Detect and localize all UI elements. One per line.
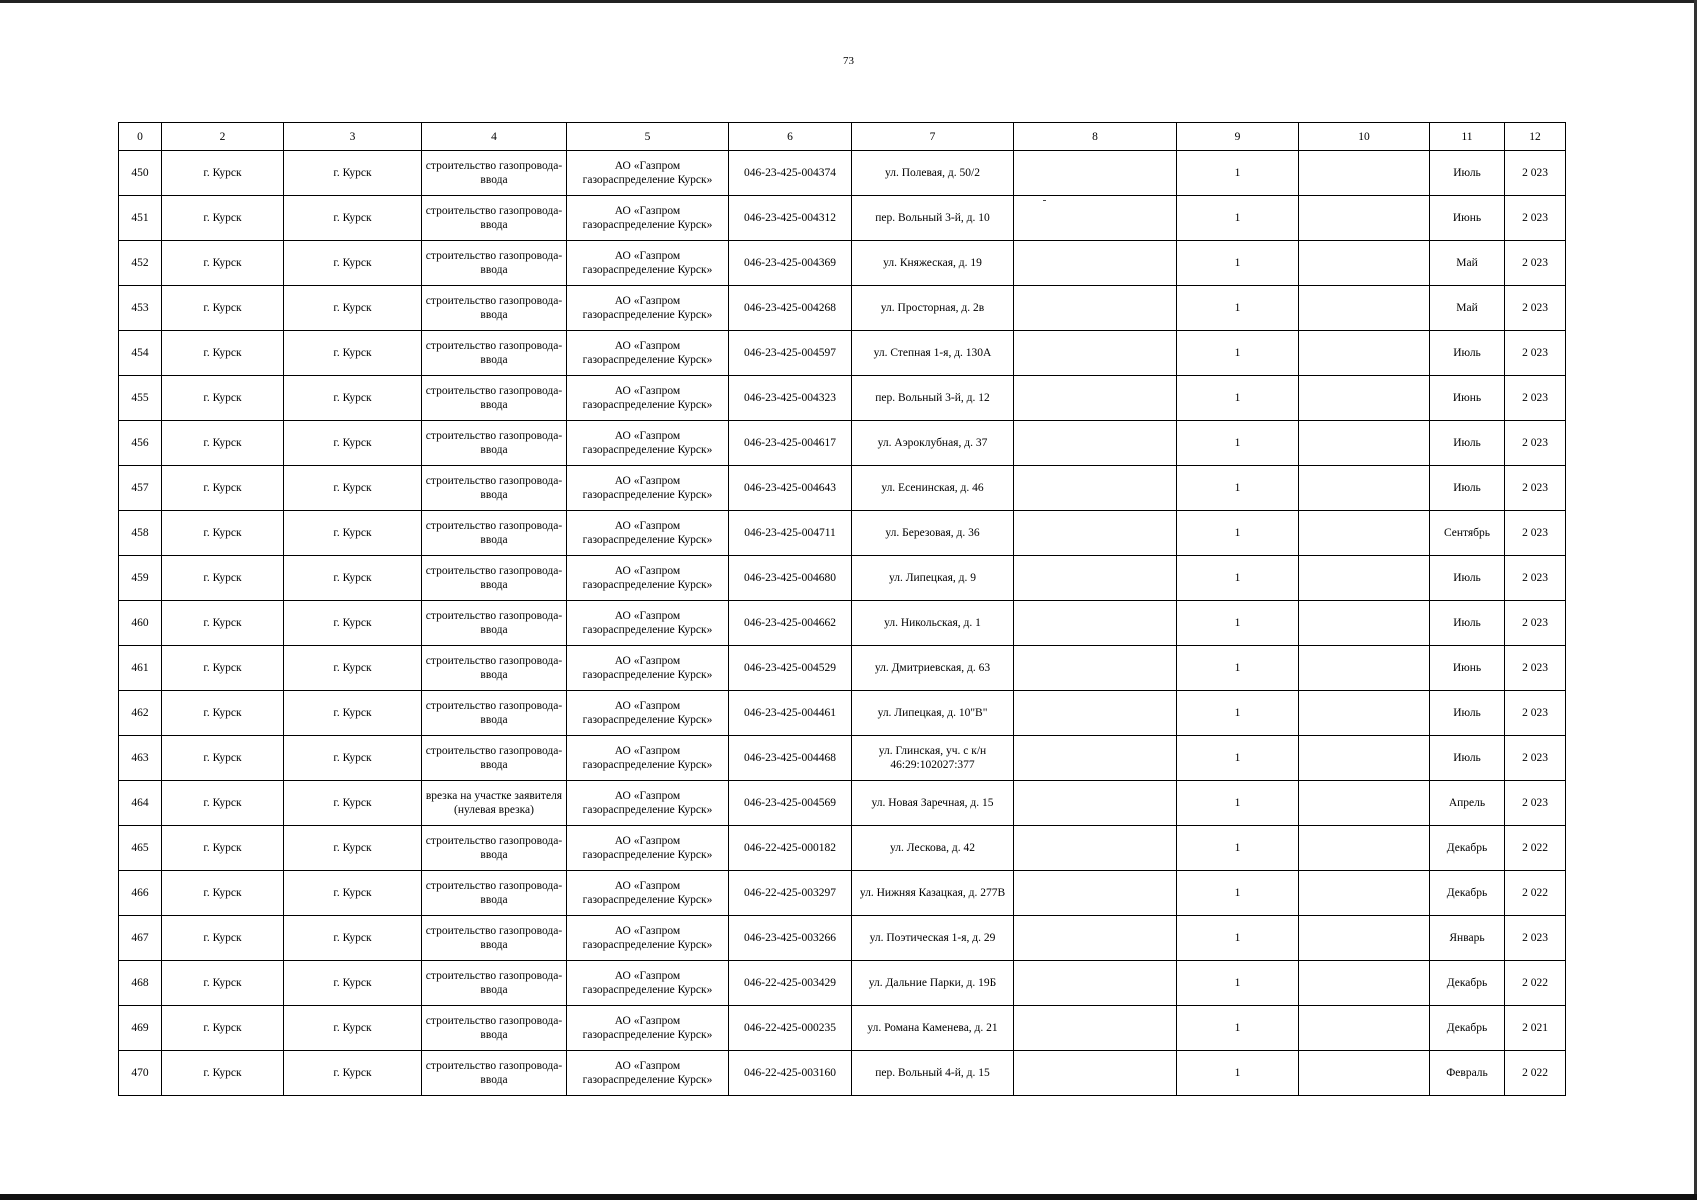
- row-number-cell: 462: [119, 691, 162, 736]
- month-cell: Июль: [1430, 331, 1505, 376]
- col-10-cell: [1299, 466, 1430, 511]
- work-type-cell: строительство газопровода-ввода: [422, 151, 567, 196]
- region-cell: г. Курск: [162, 511, 284, 556]
- year-cell: 2 023: [1505, 466, 1566, 511]
- year-cell: 2 023: [1505, 331, 1566, 376]
- month-cell: Июль: [1430, 421, 1505, 466]
- month-cell: Май: [1430, 241, 1505, 286]
- row-number-cell: 458: [119, 511, 162, 556]
- month-cell: Июль: [1430, 601, 1505, 646]
- address-cell: ул. Лескова, д. 42: [852, 826, 1014, 871]
- count-cell: 1: [1177, 646, 1299, 691]
- work-type-cell: строительство газопровода-ввода: [422, 916, 567, 961]
- data-table: [118, 122, 1566, 1096]
- registration-number-cell: 046-23-425-004369: [729, 241, 852, 286]
- count-cell: 1: [1177, 421, 1299, 466]
- registration-number-cell: 046-22-425-003160: [729, 1051, 852, 1096]
- locality-cell: г. Курск: [284, 1006, 422, 1051]
- address-cell: ул. Липецкая, д. 9: [852, 556, 1014, 601]
- registration-number-cell: 046-23-425-004374: [729, 151, 852, 196]
- column-header: 8: [1014, 123, 1177, 151]
- address-cell: пер. Вольный 4-й, д. 15: [852, 1051, 1014, 1096]
- organization-cell: АО «Газпром газораспределение Курск»: [567, 691, 729, 736]
- address-cell: ул. Полевая, д. 50/2: [852, 151, 1014, 196]
- month-cell: Декабрь: [1430, 871, 1505, 916]
- col-8-cell: [1014, 286, 1177, 331]
- col-8-cell: [1014, 151, 1177, 196]
- registration-number-cell: 046-22-425-000235: [729, 1006, 852, 1051]
- organization-cell: АО «Газпром газораспределение Курск»: [567, 826, 729, 871]
- year-cell: 2 022: [1505, 826, 1566, 871]
- col-8-cell: [1014, 241, 1177, 286]
- col-10-cell: [1299, 916, 1430, 961]
- count-cell: 1: [1177, 466, 1299, 511]
- col-10-cell: [1299, 601, 1430, 646]
- organization-cell: АО «Газпром газораспределение Курск»: [567, 511, 729, 556]
- count-cell: 1: [1177, 376, 1299, 421]
- row-number-cell: 470: [119, 1051, 162, 1096]
- locality-cell: г. Курск: [284, 736, 422, 781]
- region-cell: г. Курск: [162, 646, 284, 691]
- address-cell: ул. Есенинская, д. 46: [852, 466, 1014, 511]
- locality-cell: г. Курск: [284, 961, 422, 1006]
- table-row: [119, 286, 1566, 331]
- locality-cell: г. Курск: [284, 241, 422, 286]
- row-number-cell: 453: [119, 286, 162, 331]
- registration-number-cell: 046-23-425-004643: [729, 466, 852, 511]
- region-cell: г. Курск: [162, 961, 284, 1006]
- year-cell: 2 023: [1505, 376, 1566, 421]
- row-number-cell: 468: [119, 961, 162, 1006]
- organization-cell: АО «Газпром газораспределение Курск»: [567, 556, 729, 601]
- col-10-cell: [1299, 961, 1430, 1006]
- locality-cell: г. Курск: [284, 376, 422, 421]
- col-10-cell: [1299, 151, 1430, 196]
- month-cell: Май: [1430, 286, 1505, 331]
- month-cell: Сентябрь: [1430, 511, 1505, 556]
- table-row: [119, 1006, 1566, 1051]
- region-cell: г. Курск: [162, 421, 284, 466]
- column-header: 0: [119, 123, 162, 151]
- col-10-cell: [1299, 736, 1430, 781]
- address-cell: ул. Березовая, д. 36: [852, 511, 1014, 556]
- col-10-cell: [1299, 1006, 1430, 1051]
- count-cell: 1: [1177, 601, 1299, 646]
- region-cell: г. Курск: [162, 286, 284, 331]
- month-cell: Январь: [1430, 916, 1505, 961]
- registration-number-cell: 046-23-425-004468: [729, 736, 852, 781]
- region-cell: г. Курск: [162, 196, 284, 241]
- col-10-cell: [1299, 1051, 1430, 1096]
- count-cell: 1: [1177, 691, 1299, 736]
- row-number-cell: 466: [119, 871, 162, 916]
- count-cell: 1: [1177, 151, 1299, 196]
- month-cell: Декабрь: [1430, 826, 1505, 871]
- registration-number-cell: 046-22-425-003429: [729, 961, 852, 1006]
- region-cell: г. Курск: [162, 691, 284, 736]
- organization-cell: АО «Газпром газораспределение Курск»: [567, 601, 729, 646]
- work-type-cell: строительство газопровода-ввода: [422, 961, 567, 1006]
- count-cell: 1: [1177, 556, 1299, 601]
- work-type-cell: строительство газопровода-ввода: [422, 601, 567, 646]
- table-row: [119, 646, 1566, 691]
- work-type-cell: строительство газопровода-ввода: [422, 376, 567, 421]
- month-cell: Июль: [1430, 466, 1505, 511]
- month-cell: Декабрь: [1430, 961, 1505, 1006]
- locality-cell: г. Курск: [284, 826, 422, 871]
- count-cell: 1: [1177, 826, 1299, 871]
- address-cell: пер. Вольный 3-й, д. 12: [852, 376, 1014, 421]
- col-8-cell: [1014, 916, 1177, 961]
- organization-cell: АО «Газпром газораспределение Курск»: [567, 151, 729, 196]
- region-cell: г. Курск: [162, 556, 284, 601]
- table-row: [119, 1051, 1566, 1096]
- organization-cell: АО «Газпром газораспределение Курск»: [567, 331, 729, 376]
- year-cell: 2 022: [1505, 1051, 1566, 1096]
- organization-cell: АО «Газпром газораспределение Курск»: [567, 421, 729, 466]
- col-10-cell: [1299, 241, 1430, 286]
- col-8-cell: [1014, 556, 1177, 601]
- count-cell: 1: [1177, 781, 1299, 826]
- year-cell: 2 023: [1505, 736, 1566, 781]
- organization-cell: АО «Газпром газораспределение Курск»: [567, 376, 729, 421]
- work-type-cell: строительство газопровода-ввода: [422, 646, 567, 691]
- year-cell: 2 023: [1505, 286, 1566, 331]
- year-cell: 2 023: [1505, 556, 1566, 601]
- month-cell: Февраль: [1430, 1051, 1505, 1096]
- locality-cell: г. Курск: [284, 691, 422, 736]
- page-number: 73: [843, 55, 854, 67]
- column-header: 4: [422, 123, 567, 151]
- col-8-cell: [1014, 466, 1177, 511]
- col-10-cell: [1299, 826, 1430, 871]
- locality-cell: г. Курск: [284, 601, 422, 646]
- address-cell: ул. Романа Каменева, д. 21: [852, 1006, 1014, 1051]
- scan-edge-bottom: [0, 1194, 1697, 1200]
- year-cell: 2 021: [1505, 1006, 1566, 1051]
- registration-number-cell: 046-22-425-003297: [729, 871, 852, 916]
- table-row: [119, 466, 1566, 511]
- address-cell: ул. Степная 1-я, д. 130А: [852, 331, 1014, 376]
- col-10-cell: [1299, 331, 1430, 376]
- column-header: 7: [852, 123, 1014, 151]
- registration-number-cell: 046-23-425-004597: [729, 331, 852, 376]
- registration-number-cell: 046-23-425-004662: [729, 601, 852, 646]
- year-cell: 2 023: [1505, 601, 1566, 646]
- col-8-cell: [1014, 421, 1177, 466]
- organization-cell: АО «Газпром газораспределение Курск»: [567, 961, 729, 1006]
- table-row: [119, 331, 1566, 376]
- registration-number-cell: 046-23-425-004312: [729, 196, 852, 241]
- work-type-cell: строительство газопровода-ввода: [422, 421, 567, 466]
- count-cell: 1: [1177, 331, 1299, 376]
- region-cell: г. Курск: [162, 1006, 284, 1051]
- table-row: [119, 826, 1566, 871]
- table-row: [119, 691, 1566, 736]
- month-cell: Июнь: [1430, 646, 1505, 691]
- organization-cell: АО «Газпром газораспределение Курск»: [567, 1006, 729, 1051]
- col-10-cell: [1299, 196, 1430, 241]
- region-cell: г. Курск: [162, 376, 284, 421]
- column-header: 3: [284, 123, 422, 151]
- work-type-cell: врезка на участке заявителя (нулевая врезка): [422, 781, 567, 826]
- table-row: [119, 511, 1566, 556]
- address-cell: ул. Дальние Парки, д. 19Б: [852, 961, 1014, 1006]
- table-row: [119, 556, 1566, 601]
- row-number-cell: 465: [119, 826, 162, 871]
- table-row: [119, 601, 1566, 646]
- table-row: [119, 916, 1566, 961]
- address-cell: ул. Княжеская, д. 19: [852, 241, 1014, 286]
- organization-cell: АО «Газпром газораспределение Курск»: [567, 286, 729, 331]
- registration-number-cell: 046-22-425-000182: [729, 826, 852, 871]
- year-cell: 2 023: [1505, 691, 1566, 736]
- region-cell: г. Курск: [162, 466, 284, 511]
- work-type-cell: строительство газопровода-ввода: [422, 286, 567, 331]
- year-cell: 2 023: [1505, 511, 1566, 556]
- count-cell: 1: [1177, 1051, 1299, 1096]
- work-type-cell: строительство газопровода-ввода: [422, 871, 567, 916]
- organization-cell: АО «Газпром газораспределение Курск»: [567, 241, 729, 286]
- col-10-cell: [1299, 286, 1430, 331]
- row-number-cell: 467: [119, 916, 162, 961]
- work-type-cell: строительство газопровода-ввода: [422, 196, 567, 241]
- address-cell: ул. Никольская, д. 1: [852, 601, 1014, 646]
- locality-cell: г. Курск: [284, 286, 422, 331]
- row-number-cell: 461: [119, 646, 162, 691]
- registration-number-cell: 046-23-425-004680: [729, 556, 852, 601]
- count-cell: 1: [1177, 961, 1299, 1006]
- registration-number-cell: 046-23-425-004323: [729, 376, 852, 421]
- registration-number-cell: 046-23-425-004529: [729, 646, 852, 691]
- address-cell: ул. Липецкая, д. 10"В": [852, 691, 1014, 736]
- table-row: [119, 196, 1566, 241]
- locality-cell: г. Курск: [284, 511, 422, 556]
- address-cell: ул. Поэтическая 1-я, д. 29: [852, 916, 1014, 961]
- organization-cell: АО «Газпром газораспределение Курск»: [567, 1051, 729, 1096]
- organization-cell: АО «Газпром газораспределение Курск»: [567, 466, 729, 511]
- row-number-cell: 456: [119, 421, 162, 466]
- col-10-cell: [1299, 376, 1430, 421]
- col-8-cell: [1014, 1051, 1177, 1096]
- locality-cell: г. Курск: [284, 151, 422, 196]
- row-number-cell: 455: [119, 376, 162, 421]
- table-row: [119, 421, 1566, 466]
- col-10-cell: [1299, 556, 1430, 601]
- table-row: [119, 781, 1566, 826]
- locality-cell: г. Курск: [284, 331, 422, 376]
- organization-cell: АО «Газпром газораспределение Курск»: [567, 736, 729, 781]
- col-10-cell: [1299, 781, 1430, 826]
- column-header: 6: [729, 123, 852, 151]
- month-cell: Июль: [1430, 691, 1505, 736]
- column-header: 2: [162, 123, 284, 151]
- year-cell: 2 023: [1505, 196, 1566, 241]
- count-cell: 1: [1177, 871, 1299, 916]
- col-10-cell: [1299, 646, 1430, 691]
- locality-cell: г. Курск: [284, 1051, 422, 1096]
- region-cell: г. Курск: [162, 1051, 284, 1096]
- year-cell: 2 023: [1505, 151, 1566, 196]
- column-header: 12: [1505, 123, 1566, 151]
- col-8-cell: [1014, 196, 1177, 241]
- organization-cell: АО «Газпром газораспределение Курск»: [567, 916, 729, 961]
- region-cell: г. Курск: [162, 601, 284, 646]
- work-type-cell: строительство газопровода-ввода: [422, 1051, 567, 1096]
- year-cell: 2 023: [1505, 421, 1566, 466]
- registration-number-cell: 046-23-425-003266: [729, 916, 852, 961]
- row-number-cell: 452: [119, 241, 162, 286]
- row-number-cell: 469: [119, 1006, 162, 1051]
- address-cell: пер. Вольный 3-й, д. 10: [852, 196, 1014, 241]
- year-cell: 2 023: [1505, 781, 1566, 826]
- col-8-cell: [1014, 691, 1177, 736]
- count-cell: 1: [1177, 286, 1299, 331]
- col-8-cell: [1014, 826, 1177, 871]
- work-type-cell: строительство газопровода-ввода: [422, 331, 567, 376]
- table-row: [119, 151, 1566, 196]
- region-cell: г. Курск: [162, 916, 284, 961]
- work-type-cell: строительство газопровода-ввода: [422, 736, 567, 781]
- month-cell: Июль: [1430, 736, 1505, 781]
- work-type-cell: строительство газопровода-ввода: [422, 826, 567, 871]
- work-type-cell: строительство газопровода-ввода: [422, 511, 567, 556]
- col-8-cell: [1014, 331, 1177, 376]
- year-cell: 2 022: [1505, 871, 1566, 916]
- year-cell: 2 022: [1505, 961, 1566, 1006]
- locality-cell: г. Курск: [284, 646, 422, 691]
- column-header: 9: [1177, 123, 1299, 151]
- year-cell: 2 023: [1505, 241, 1566, 286]
- address-cell: ул. Нижняя Казацкая, д. 277В: [852, 871, 1014, 916]
- row-number-cell: 460: [119, 601, 162, 646]
- column-header: 11: [1430, 123, 1505, 151]
- year-cell: 2 023: [1505, 916, 1566, 961]
- col-8-cell: [1014, 376, 1177, 421]
- col-8-cell: [1014, 736, 1177, 781]
- work-type-cell: строительство газопровода-ввода: [422, 691, 567, 736]
- col-8-cell: [1014, 961, 1177, 1006]
- count-cell: 1: [1177, 1006, 1299, 1051]
- col-8-cell: [1014, 601, 1177, 646]
- table-row: [119, 376, 1566, 421]
- table-row: [119, 871, 1566, 916]
- row-number-cell: 459: [119, 556, 162, 601]
- locality-cell: г. Курск: [284, 466, 422, 511]
- col-10-cell: [1299, 421, 1430, 466]
- locality-cell: г. Курск: [284, 916, 422, 961]
- col-10-cell: [1299, 691, 1430, 736]
- month-cell: Апрель: [1430, 781, 1505, 826]
- count-cell: 1: [1177, 511, 1299, 556]
- table-body: [119, 151, 1566, 1096]
- organization-cell: АО «Газпром газораспределение Курск»: [567, 871, 729, 916]
- col-10-cell: [1299, 871, 1430, 916]
- row-number-cell: 463: [119, 736, 162, 781]
- row-number-cell: 457: [119, 466, 162, 511]
- locality-cell: г. Курск: [284, 196, 422, 241]
- month-cell: Июль: [1430, 556, 1505, 601]
- table-row: [119, 961, 1566, 1006]
- col-10-cell: [1299, 511, 1430, 556]
- column-header: 5: [567, 123, 729, 151]
- registration-number-cell: 046-23-425-004617: [729, 421, 852, 466]
- locality-cell: г. Курск: [284, 871, 422, 916]
- scan-edge-top: [0, 0, 1697, 3]
- row-number-cell: 450: [119, 151, 162, 196]
- locality-cell: г. Курск: [284, 556, 422, 601]
- region-cell: г. Курск: [162, 781, 284, 826]
- registration-number-cell: 046-23-425-004569: [729, 781, 852, 826]
- region-cell: г. Курск: [162, 331, 284, 376]
- registration-number-cell: 046-23-425-004268: [729, 286, 852, 331]
- month-cell: Июнь: [1430, 196, 1505, 241]
- col-8-cell: [1014, 511, 1177, 556]
- count-cell: 1: [1177, 736, 1299, 781]
- row-number-cell: 451: [119, 196, 162, 241]
- count-cell: 1: [1177, 241, 1299, 286]
- region-cell: г. Курск: [162, 826, 284, 871]
- count-cell: 1: [1177, 196, 1299, 241]
- work-type-cell: строительство газопровода-ввода: [422, 556, 567, 601]
- header-row: [119, 123, 1566, 151]
- year-cell: 2 023: [1505, 646, 1566, 691]
- address-cell: ул. Просторная, д. 2в: [852, 286, 1014, 331]
- month-cell: Июль: [1430, 151, 1505, 196]
- col-8-cell: [1014, 1006, 1177, 1051]
- row-number-cell: 464: [119, 781, 162, 826]
- work-type-cell: строительство газопровода-ввода: [422, 241, 567, 286]
- region-cell: г. Курск: [162, 241, 284, 286]
- col-8-cell: [1014, 871, 1177, 916]
- organization-cell: АО «Газпром газораспределение Курск»: [567, 646, 729, 691]
- locality-cell: г. Курск: [284, 421, 422, 466]
- month-cell: Июнь: [1430, 376, 1505, 421]
- row-number-cell: 454: [119, 331, 162, 376]
- count-cell: 1: [1177, 916, 1299, 961]
- registration-number-cell: 046-23-425-004711: [729, 511, 852, 556]
- work-type-cell: строительство газопровода-ввода: [422, 1006, 567, 1051]
- organization-cell: АО «Газпром газораспределение Курск»: [567, 196, 729, 241]
- address-cell: ул. Аэроклубная, д. 37: [852, 421, 1014, 466]
- region-cell: г. Курск: [162, 151, 284, 196]
- column-header: 10: [1299, 123, 1430, 151]
- organization-cell: АО «Газпром газораспределение Курск»: [567, 781, 729, 826]
- registration-number-cell: 046-23-425-004461: [729, 691, 852, 736]
- locality-cell: г. Курск: [284, 781, 422, 826]
- address-cell: ул. Дмитриевская, д. 63: [852, 646, 1014, 691]
- table-row: [119, 241, 1566, 286]
- address-cell: ул. Новая Заречная, д. 15: [852, 781, 1014, 826]
- col-8-cell: [1014, 646, 1177, 691]
- region-cell: г. Курск: [162, 871, 284, 916]
- address-cell: ул. Глинская, уч. с к/н 46:29:102027:377: [852, 736, 1014, 781]
- col-8-cell: [1014, 781, 1177, 826]
- month-cell: Декабрь: [1430, 1006, 1505, 1051]
- work-type-cell: строительство газопровода-ввода: [422, 466, 567, 511]
- region-cell: г. Курск: [162, 736, 284, 781]
- table-row: [119, 736, 1566, 781]
